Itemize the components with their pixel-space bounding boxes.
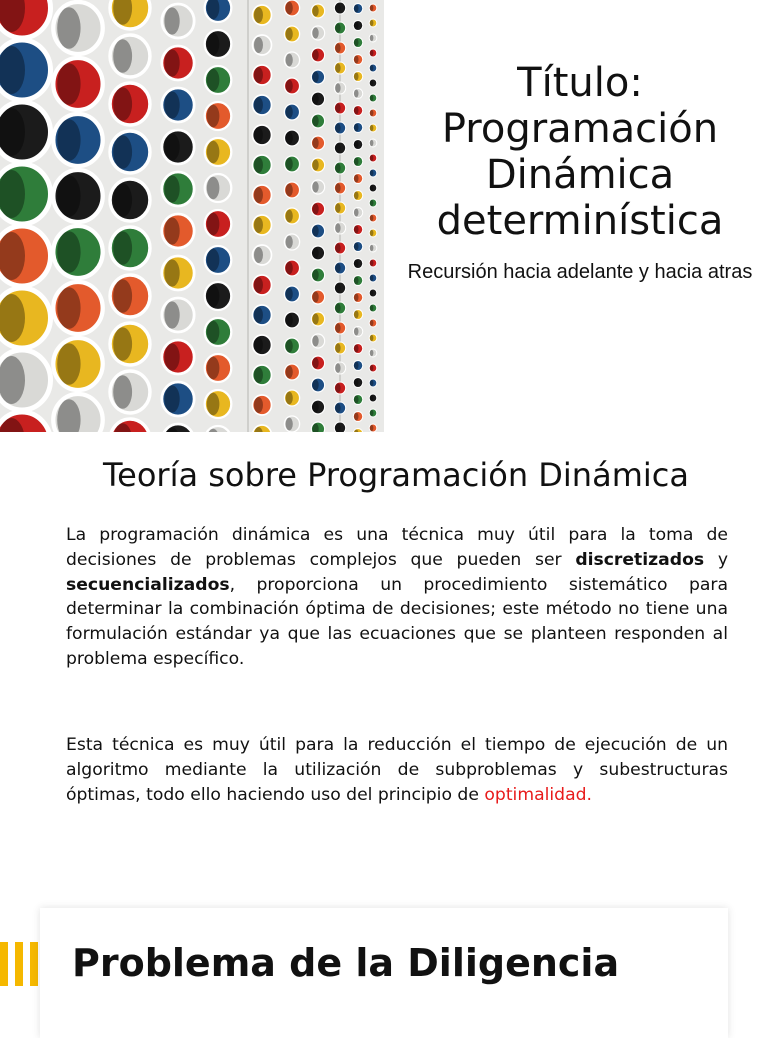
wall-hole-shadow — [370, 335, 374, 341]
wall-hole-shadow — [354, 328, 359, 336]
wall-hole-shadow — [207, 141, 220, 163]
wall-hole-shadow — [286, 314, 293, 327]
wall-hole-shadow — [335, 103, 340, 113]
wall-hole-shadow — [207, 177, 220, 199]
wall-hole-shadow — [286, 418, 293, 431]
wall-hole-shadow — [354, 260, 359, 268]
wall-hole-shadow — [164, 49, 179, 76]
wall-hole-shadow — [207, 393, 220, 415]
wall-hole-shadow — [335, 223, 340, 233]
wall-hole-shadow — [370, 5, 374, 11]
accent-bar — [15, 942, 23, 986]
wall-hole-shadow — [335, 3, 340, 13]
wall-hole-shadow — [113, 279, 132, 313]
wall-hole-shadow — [254, 397, 263, 413]
wall-hole-shadow — [335, 363, 340, 373]
wall-hole-shadow — [354, 277, 359, 285]
wall-hole-shadow — [312, 247, 318, 258]
wall-hole-shadow — [354, 73, 359, 81]
wall-hole-shadow — [354, 311, 359, 319]
wall-hole-shadow — [312, 27, 318, 38]
wall-hole-shadow — [354, 107, 359, 115]
wall-hole-shadow — [370, 365, 374, 371]
wall-hole-shadow — [354, 379, 359, 387]
term-optimalidad: optimalidad. — [484, 784, 592, 805]
wall-hole-shadow — [312, 49, 318, 60]
wall-hole-shadow — [207, 285, 220, 307]
wall-hole-shadow — [254, 337, 263, 353]
wall-hole-shadow — [207, 33, 220, 55]
paragraph-technique-text: Esta técnica es muy útil para la reducción el tiempo de ejecución de un algoritmo mediante la utilización de subproblemas y subestructuras óptimas, todo ello haciendo uso del principio de — [66, 735, 728, 805]
wall-hole-shadow — [312, 71, 318, 82]
wall-hole-shadow — [312, 401, 318, 412]
wall-hole-shadow — [354, 243, 359, 251]
wall-hole-shadow — [370, 230, 374, 236]
wall-hole-shadow — [164, 133, 179, 160]
wall-hole-shadow — [335, 403, 340, 413]
wall-hole-shadow — [57, 287, 80, 329]
wall-hole-shadow — [335, 303, 340, 313]
wall-hole-shadow — [286, 288, 293, 301]
wall-hole-shadow — [335, 123, 340, 133]
wall-hole-shadow — [354, 345, 359, 353]
section-heading: Teoría sobre Programación Dinámica — [103, 456, 689, 494]
wall-hole-shadow — [207, 69, 220, 91]
wall-hole-shadow — [370, 260, 374, 266]
wall-hole-shadow — [113, 135, 132, 169]
wall-hole-shadow — [113, 327, 132, 361]
wall-hole-shadow — [370, 110, 374, 116]
perforated-wall-illustration — [0, 0, 384, 432]
wall-hole-shadow — [354, 158, 359, 166]
wall-hole-shadow — [254, 7, 263, 23]
wall-hole-shadow — [370, 170, 374, 176]
wall-hole-shadow — [335, 343, 340, 353]
wall-hole-shadow — [254, 367, 263, 383]
wall-hole-shadow — [57, 7, 80, 49]
wall-hole-shadow — [354, 22, 359, 30]
wall-hole-shadow — [354, 209, 359, 217]
wall-hole-shadow — [354, 39, 359, 47]
wall-hole-shadow — [312, 313, 318, 324]
wall-hole-shadow — [286, 366, 293, 379]
wall-hole-shadow — [354, 413, 359, 421]
term-secuencializados: secuencializados — [66, 574, 230, 595]
wall-hole-shadow — [312, 115, 318, 126]
accent-bars — [0, 942, 44, 986]
wall-hole-shadow — [370, 80, 374, 86]
wall-hole-shadow — [164, 301, 179, 328]
wall-hole-shadow — [370, 275, 374, 281]
wall-hole-shadow — [335, 83, 340, 93]
wall-hole-shadow — [335, 163, 340, 173]
wall-hole-shadow — [312, 181, 318, 192]
wall-hole-shadow — [335, 203, 340, 213]
wall-hole-shadow — [354, 124, 359, 132]
wall-hole-shadow — [335, 383, 340, 393]
wall-hole-shadow — [286, 28, 293, 41]
wall-hole-shadow — [113, 231, 132, 265]
wall-hole-shadow — [57, 119, 80, 161]
wall-hole-shadow — [335, 183, 340, 193]
wall-hole-shadow — [254, 67, 263, 83]
wall-hole-shadow — [335, 263, 340, 273]
wall-hole-shadow — [354, 175, 359, 183]
hero-image — [0, 0, 384, 432]
wall-hole-shadow — [57, 175, 80, 217]
wall-hole-shadow — [286, 132, 293, 145]
wall-hole-shadow — [354, 90, 359, 98]
paragraph-intro — [66, 523, 728, 672]
wall-hole-shadow — [370, 155, 374, 161]
wall-hole-shadow — [370, 65, 374, 71]
wall-hole-shadow — [370, 380, 374, 386]
wall-hole-shadow — [335, 243, 340, 253]
wall-hole-shadow — [370, 200, 374, 206]
wall-hole-shadow — [286, 210, 293, 223]
title-block — [400, 60, 760, 286]
wall-hole-shadow — [370, 20, 374, 26]
card-title: Problema de la Diligencia — [72, 941, 620, 985]
wall-hole-shadow — [57, 343, 80, 385]
wall-hole-shadow — [370, 425, 374, 431]
accent-bar — [0, 942, 8, 986]
wall-hole-shadow — [335, 143, 340, 153]
paragraph-intro-text-c: , proporciona un procedimiento sistemático para determinar la combinación óptima de decisiones; este método no tiene una formulación estándar ya que las ecuaciones que se planteen responden al problema específico. — [66, 574, 728, 669]
wall-hole-shadow — [113, 87, 132, 121]
wall-hole-shadow — [370, 95, 374, 101]
wall-hole-shadow — [254, 97, 263, 113]
wall-hole-shadow — [354, 56, 359, 64]
wall-hole-shadow — [207, 357, 220, 379]
wall-hole-shadow — [335, 283, 340, 293]
wall-hole-shadow — [286, 2, 293, 15]
wall-hole-shadow — [312, 159, 318, 170]
wall-hole-shadow — [370, 410, 374, 416]
wall-hole-shadow — [312, 137, 318, 148]
wall-hole-shadow — [254, 157, 263, 173]
wall-hole-shadow — [286, 158, 293, 171]
wall-hole-shadow — [335, 23, 340, 33]
term-discretizados: discretizados — [575, 549, 705, 570]
wall-hole-shadow — [370, 215, 374, 221]
wall-hole-shadow — [286, 392, 293, 405]
page-title: Título: Programación Dinámica determinística — [436, 60, 724, 244]
wall-hole-shadow — [286, 340, 293, 353]
wall-hole-shadow — [207, 105, 220, 127]
wall-hole-shadow — [354, 5, 359, 13]
wall-hole-shadow — [57, 231, 80, 273]
wall-hole-shadow — [286, 106, 293, 119]
wall-hole-shadow — [312, 269, 318, 280]
wall-hole-shadow — [312, 357, 318, 368]
wall-hole-shadow — [354, 294, 359, 302]
paragraph-intro-text-b: y — [704, 549, 728, 570]
page-subtitle: Recursión hacia adelante y hacia atras — [407, 261, 753, 283]
wall-hole-shadow — [164, 91, 179, 118]
wall-hole-shadow — [164, 343, 179, 370]
wall-hole-shadow — [370, 305, 374, 311]
wall-hole-shadow — [354, 362, 359, 370]
wall-hole-shadow — [113, 375, 132, 409]
wall-hole-shadow — [354, 192, 359, 200]
wall-hole-shadow — [57, 63, 80, 105]
slide-card — [40, 908, 728, 1038]
wall-hole-shadow — [370, 290, 374, 296]
wall-hole-shadow — [286, 184, 293, 197]
wall-hole-shadow — [335, 43, 340, 53]
wall-hole-shadow — [254, 247, 263, 263]
wall-hole-shadow — [370, 320, 374, 326]
wall-hole-shadow — [113, 183, 132, 217]
wall-hole-shadow — [370, 395, 374, 401]
wall-hole-shadow — [312, 225, 318, 236]
wall-hole-shadow — [312, 291, 318, 302]
wall-hole-shadow — [335, 63, 340, 73]
wall-hole-shadow — [286, 236, 293, 249]
wall-hole-shadow — [286, 262, 293, 275]
wall-hole-shadow — [335, 323, 340, 333]
wall-hole-shadow — [113, 39, 132, 73]
wall-hole-shadow — [354, 141, 359, 149]
wall-hole-shadow — [354, 226, 359, 234]
accent-bar — [30, 942, 38, 986]
wall-hole-shadow — [254, 127, 263, 143]
wall-hole-shadow — [254, 37, 263, 53]
wall-hole-shadow — [312, 93, 318, 104]
wall-hole-shadow — [370, 245, 374, 251]
wall-hole-shadow — [164, 7, 179, 34]
wall-hole-shadow — [312, 379, 318, 390]
wall-hole-shadow — [254, 277, 263, 293]
wall-hole-shadow — [312, 335, 318, 346]
wall-hole-shadow — [207, 213, 220, 235]
wall-hole-shadow — [286, 80, 293, 93]
wall-hole-shadow — [164, 385, 179, 412]
wall-hole-shadow — [370, 35, 374, 41]
wall-hole-shadow — [370, 185, 374, 191]
wall-hole-shadow — [254, 187, 263, 203]
wall-hole-shadow — [370, 140, 374, 146]
wall-hole-shadow — [207, 249, 220, 271]
wall-hole-shadow — [164, 259, 179, 286]
wall-hole-shadow — [286, 54, 293, 67]
wall-hole-shadow — [354, 396, 359, 404]
paragraph-intro-text-a: La programación dinámica es una técnica muy útil para la toma de decisiones de problemas complejos que pueden ser — [66, 525, 728, 570]
wall-hole-shadow — [164, 175, 179, 202]
wall-hole-shadow — [207, 321, 220, 343]
wall-hole-shadow — [370, 50, 374, 56]
wall-hole-shadow — [312, 203, 318, 214]
paragraph-technique — [66, 733, 728, 807]
wall-hole-shadow — [370, 350, 374, 356]
wall-hole-shadow — [312, 5, 318, 16]
wall-hole-shadow — [164, 217, 179, 244]
wall-hole-shadow — [254, 217, 263, 233]
wall-hole-shadow — [254, 307, 263, 323]
wall-hole-shadow — [370, 125, 374, 131]
